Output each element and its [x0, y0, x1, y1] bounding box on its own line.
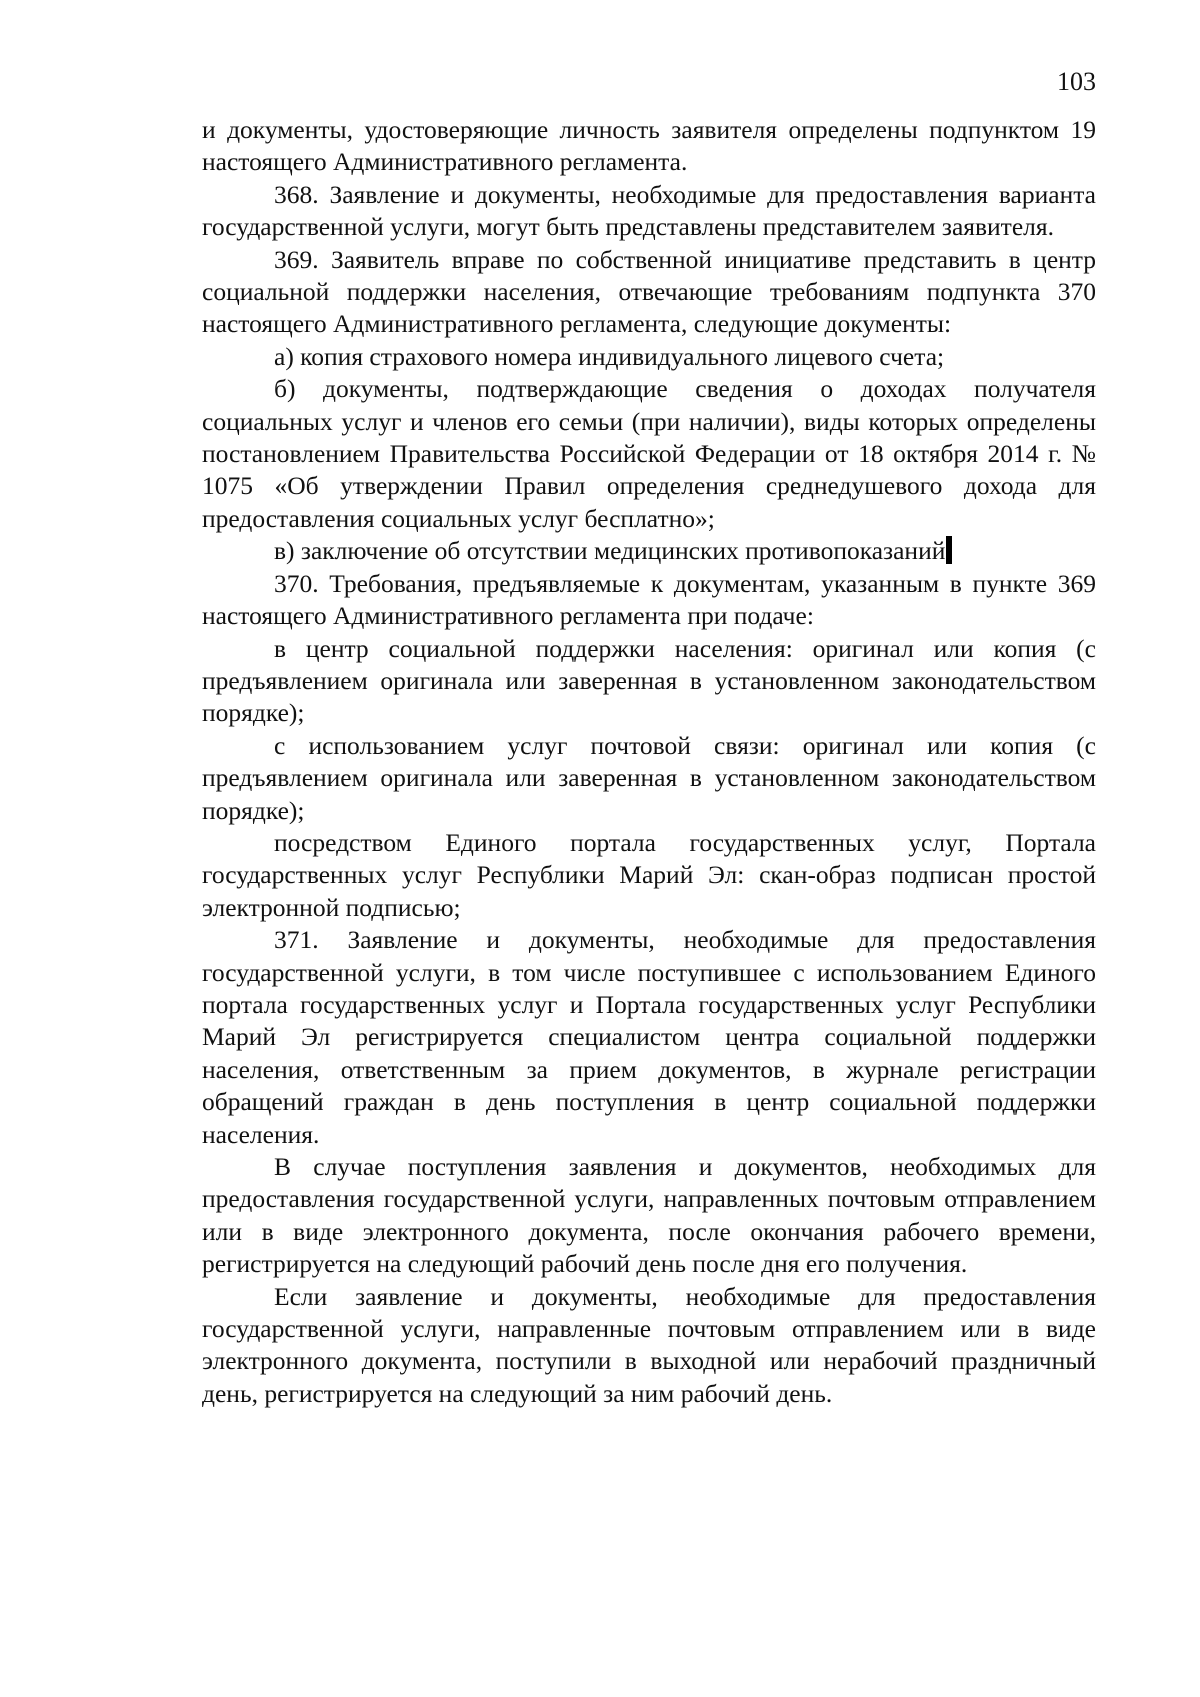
paragraph-369: 369. Заявитель вправе по собственной инициативе представить в центр социальной поддержки населения, отвечающие требованиям подпункта 370 настоящего Административного регламента, следующие документы: [202, 244, 1096, 339]
paragraph: и документы, удостоверяющие личность заявителя определены подпунктом 19 настоящего Административного регламента. [202, 115, 1096, 177]
requirement-portal: посредством Единого портала государственных услуг, Портала государственных услуг Республики Марий Эл: скан-образ подписан простой электронной подписью; [202, 827, 1096, 922]
page-number: 103 [1057, 67, 1096, 96]
list-item-c [202, 535, 1096, 567]
requirement-center: в центр социальной поддержки населения: оригинал или копия (с предъявлением оригинала или заверенная в установленном законодательством порядке); [202, 633, 1096, 728]
list-item-c-text: в) заключение об отсутствии медицинских противопоказаний [274, 536, 946, 566]
text-cursor-marker [946, 536, 952, 564]
paragraph-370: 370. Требования, предъявляемые к документам, указанным в пункте 369 настоящего Административного регламента при подаче: [202, 568, 1096, 631]
paragraph-368: 368. Заявление и документы, необходимые для предоставления варианта государственной услуги, могут быть представлены представителем заявителя. [202, 179, 1096, 242]
paragraph-371: 371. Заявление и документы, необходимые для предоставления государственной услуги, в том числе поступившее с использованием Единого портала государственных услуг и Портала государственных услуг Республики Марий Эл регистрируется специалистом центра социальной поддержки населения, ответственным за прием документов, в журнале регистрации обращений граждан в день поступления в центр социальной поддержки населения. [202, 925, 1096, 1149]
paragraph-holiday: Если заявление и документы, необходимые для предоставления государственной услуги, направленные почтовым отправлением или в виде электронного документа, поступили в выходной или нерабочий праздничный день, регистрируется на следующий за ним рабочий день. [202, 1281, 1096, 1408]
paragraph-after-hours: В случае поступления заявления и документов, необходимых для предоставления государственной услуги, направленных почтовым отправлением или в виде электронного документа, после окончания рабочего времени, регистрируется на следующий рабочий день после дня его получения. [202, 1152, 1096, 1279]
document-body [202, 114, 1096, 1410]
requirement-postal: с использованием услуг почтовой связи: оригинал или копия (с предъявлением оригинала или заверенная в установленном законодательством порядке); [202, 730, 1096, 825]
list-item-a: а) копия страхового номера индивидуального лицевого счета; [274, 341, 945, 371]
list-item-b: б) документы, подтверждающие сведения о доходах получателя социальных услуг и членов его семьи (при наличии), виды которых определены постановлением Правительства Российской Федерации от 18 октября 2014 г. № 1075 «Об утверждении Правил определения среднедушевого дохода для предоставления социальных услуг бесплатно»; [202, 374, 1096, 533]
